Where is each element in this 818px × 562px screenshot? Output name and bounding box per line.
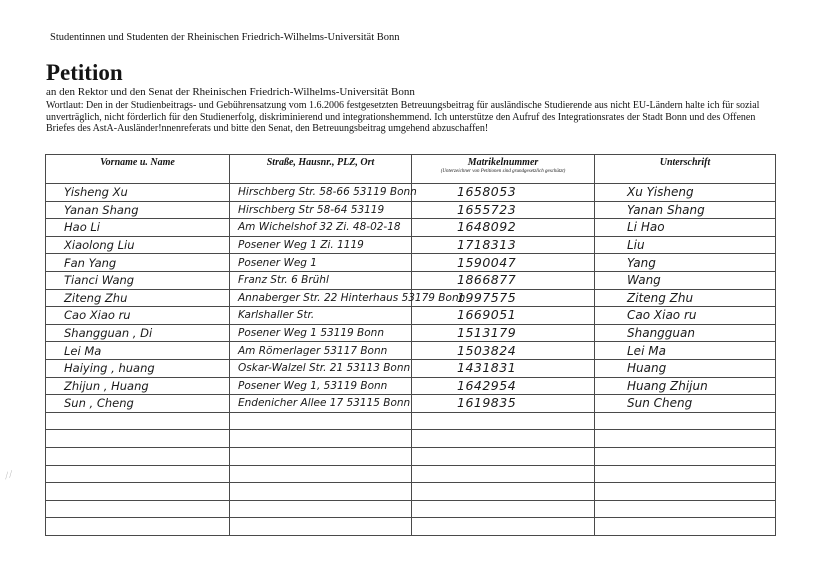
table-row (46, 412, 776, 430)
signer-name: Hao Li (64, 220, 100, 235)
signer-signature-cell (595, 518, 776, 536)
signer-name-cell (46, 271, 230, 289)
signer-address-cell (230, 465, 412, 483)
signer-matrikel: 1503824 (457, 342, 517, 358)
signer-name: Cao Xiao ru (64, 308, 131, 323)
signer-name-cell (46, 342, 230, 360)
signer-signature-cell (595, 342, 776, 360)
signer-matrikel-cell (412, 500, 595, 518)
signer-signature-cell (595, 307, 776, 325)
signer-signature-cell (595, 201, 776, 219)
table-row (46, 219, 776, 237)
signer-signature: Yang (627, 255, 656, 270)
signer-matrikel-cell (412, 289, 595, 307)
signer-name-cell (46, 395, 230, 413)
signer-matrikel: 1718313 (457, 237, 517, 253)
signer-address-cell (230, 412, 412, 430)
signer-address-cell (230, 289, 466, 307)
table-row (46, 359, 776, 377)
signer-address: Karlshaller Str. (238, 309, 315, 322)
signer-name: Zhijun , Huang (64, 378, 149, 393)
signer-address-cell (230, 359, 412, 377)
signer-matrikel: 1513179 (457, 325, 517, 341)
signer-name-cell (46, 412, 230, 430)
signer-name-cell (46, 465, 230, 483)
table-row (46, 307, 776, 325)
signer-name-cell (46, 201, 230, 219)
signer-signature: Ziteng Zhu (627, 290, 694, 305)
signer-address-cell (230, 518, 412, 536)
signer-matrikel: 1655723 (457, 201, 517, 217)
signer-name-cell (46, 377, 230, 395)
signer-address-cell (230, 254, 412, 272)
signer-signature-cell (595, 430, 776, 448)
signer-name-cell (46, 219, 230, 237)
signer-address-cell (230, 430, 412, 448)
signer-address-cell (230, 342, 412, 360)
signer-matrikel: 1619835 (457, 395, 517, 411)
signer-signature-cell (595, 377, 776, 395)
signer-name: Tianci Wang (64, 273, 135, 288)
signer-matrikel-cell (412, 342, 595, 360)
table-row (46, 254, 776, 272)
signer-address: Endenicher Allee 17 53115 Bonn (238, 397, 411, 410)
petition-text: Wortlaut: Den in der Studienbeitrags- und Gebührensatzung vom 1.6.2006 festgesetzten Betreuungsbeitrag für ausländische Studierende aus nicht EU-Ländern halte ich für sozial unverträglich, nicht förderlich für den Studienerfolg, diskriminierend und integrationshemmend. Ich unterstütze den Aufruf des Integrationsrates der Stadt Bonn und des Offenen Briefes des AstA-Ausländer!nnenreferats und bitte den Senat, den Betreuungsbeitrag umgehend abzuschaffen! (46, 100, 760, 134)
signer-name: Xiaolong Liu (64, 238, 135, 253)
table-header-row (46, 155, 776, 184)
signer-address-cell (230, 307, 412, 325)
signer-signature-cell (595, 395, 776, 413)
signer-address-cell (230, 201, 412, 219)
signer-matrikel: 1997575 (457, 289, 517, 305)
margin-scribble: ⁄ ⁄ (4, 469, 14, 482)
signer-signature-cell (595, 465, 776, 483)
table-row (46, 289, 776, 307)
signer-address: Hirschberg Str. 58-66 53119 Bonn (238, 186, 417, 199)
signer-matrikel: 1648092 (457, 219, 517, 235)
signer-signature: Huang (627, 361, 667, 376)
signer-address-cell (230, 447, 412, 465)
table-row (46, 447, 776, 465)
table-row (46, 483, 776, 501)
signer-address-cell (230, 500, 412, 518)
signer-address: Am Wichelshof 32 Zi. 48-02-18 (238, 221, 401, 234)
header-name: Vorname u. Name (46, 155, 230, 184)
signer-signature-cell (595, 483, 776, 501)
signer-address: Posener Weg 1 Zi. 1119 (238, 239, 364, 252)
signer-name: Lei Ma (64, 343, 102, 358)
signer-address-cell (230, 184, 417, 202)
table-row (46, 395, 776, 413)
signer-matrikel-cell (412, 430, 595, 448)
signer-matrikel-cell (412, 324, 595, 342)
signer-matrikel-cell (412, 518, 595, 536)
signer-name: Yanan Shang (64, 202, 139, 217)
signer-matrikel-cell (412, 483, 595, 501)
table-row (46, 500, 776, 518)
signer-signature-cell (595, 447, 776, 465)
signer-signature-cell (595, 289, 776, 307)
signer-matrikel-cell (412, 395, 595, 413)
signer-matrikel-cell (412, 359, 595, 377)
signer-matrikel: 1658053 (457, 184, 517, 200)
table-row (46, 465, 776, 483)
signer-name-cell (46, 500, 230, 518)
signer-name-cell (46, 307, 230, 325)
signer-name-cell (46, 430, 230, 448)
signer-signature-cell (595, 184, 776, 202)
signer-signature-cell (595, 324, 776, 342)
signer-signature: Shangguan (627, 326, 695, 341)
signer-name-cell (46, 236, 230, 254)
table-row (46, 271, 776, 289)
signer-matrikel-cell (412, 184, 595, 202)
signer-address-cell (230, 219, 412, 237)
addressee-line: an den Rektor und den Senat der Rheinischen Friedrich-Wilhelms-Universität Bonn (46, 86, 415, 98)
signer-address: Posener Weg 1, 53119 Bonn (238, 379, 388, 392)
signer-matrikel-cell (412, 219, 595, 237)
signer-matrikel-cell (412, 271, 595, 289)
signer-address-cell (230, 236, 412, 254)
signer-signature: Li Hao (627, 220, 665, 235)
header-signature: Unterschrift (595, 155, 776, 184)
signer-matrikel-cell (412, 254, 595, 272)
signer-matrikel-cell (412, 447, 595, 465)
signer-matrikel-cell (412, 412, 595, 430)
signer-name: Fan Yang (64, 255, 117, 270)
signer-address: Franz Str. 6 Brühl (238, 274, 329, 287)
table-row (46, 324, 776, 342)
signer-signature-cell (595, 412, 776, 430)
signer-matrikel: 1642954 (457, 377, 517, 393)
signer-signature: Huang Zhijun (627, 378, 708, 393)
table-row (46, 201, 776, 219)
signer-name-cell (46, 289, 230, 307)
signer-name-cell (46, 447, 230, 465)
signer-signature-cell (595, 236, 776, 254)
signer-matrikel: 1431831 (457, 360, 517, 376)
table-row (46, 342, 776, 360)
signer-name: Haiying , huang (64, 361, 155, 376)
table-body (46, 184, 776, 536)
signer-signature: Wang (627, 273, 661, 288)
signer-signature: Sun Cheng (627, 396, 693, 411)
signer-address-cell (230, 377, 412, 395)
signer-matrikel: 1866877 (457, 272, 517, 288)
signer-name-cell (46, 518, 230, 536)
header-matrikel-note: (Unterzeichner von Petitionen sind grundgesetzlich geschützt) (440, 169, 566, 174)
signer-address: Posener Weg 1 (238, 256, 317, 269)
signer-name: Shangguan , Di (64, 326, 153, 341)
university-line: Studentinnen und Studenten der Rheinischen Friedrich-Wilhelms-Universität Bonn (50, 32, 400, 43)
signer-address-cell (230, 324, 412, 342)
signer-signature-cell (595, 359, 776, 377)
signer-signature-cell (595, 271, 776, 289)
header-matrikel (412, 155, 595, 184)
signer-name: Sun , Cheng (64, 396, 134, 411)
header-matrikel-label: Matrikelnummer (467, 157, 539, 168)
signer-matrikel: 1590047 (457, 254, 517, 270)
signer-signature-cell (595, 254, 776, 272)
signer-signature: Cao Xiao ru (627, 308, 697, 323)
table-row (46, 236, 776, 254)
signer-name-cell (46, 184, 230, 202)
signer-address: Posener Weg 1 53119 Bonn (238, 327, 384, 340)
table-row (46, 184, 776, 202)
signer-address: Annaberger Str. 22 Hinterhaus 53179 Bonn (238, 291, 466, 304)
signer-matrikel: 1669051 (457, 307, 517, 323)
signer-matrikel-cell (412, 377, 595, 395)
signer-name: Yisheng Xu (64, 185, 128, 200)
signer-address: Oskar-Walzel Str. 21 53113 Bonn (238, 362, 411, 375)
signer-signature-cell (595, 500, 776, 518)
table-row (46, 518, 776, 536)
signer-matrikel-cell (412, 201, 595, 219)
signer-signature: Liu (627, 238, 645, 253)
signer-address: Hirschberg Str 58-64 53119 (238, 203, 385, 216)
signer-matrikel-cell (412, 307, 595, 325)
petition-title: Petition (46, 60, 123, 85)
table-row (46, 377, 776, 395)
signer-name-cell (46, 483, 230, 501)
header-address: Straße, Hausnr., PLZ, Ort (230, 155, 412, 184)
signer-address-cell (230, 483, 412, 501)
signer-name-cell (46, 359, 230, 377)
signer-signature-cell (595, 219, 776, 237)
signer-matrikel-cell (412, 465, 595, 483)
signer-address-cell (230, 395, 412, 413)
signature-table (45, 154, 776, 536)
signer-name-cell (46, 324, 230, 342)
signer-signature: Yanan Shang (627, 202, 705, 217)
signer-name: Ziteng Zhu (64, 290, 128, 305)
signer-signature: Lei Ma (627, 343, 666, 358)
signer-matrikel-cell (412, 236, 595, 254)
signer-signature: Xu Yisheng (627, 185, 694, 200)
signer-address-cell (230, 271, 412, 289)
signer-address: Am Römerlager 53117 Bonn (238, 344, 388, 357)
signer-name-cell (46, 254, 230, 272)
table-row (46, 430, 776, 448)
